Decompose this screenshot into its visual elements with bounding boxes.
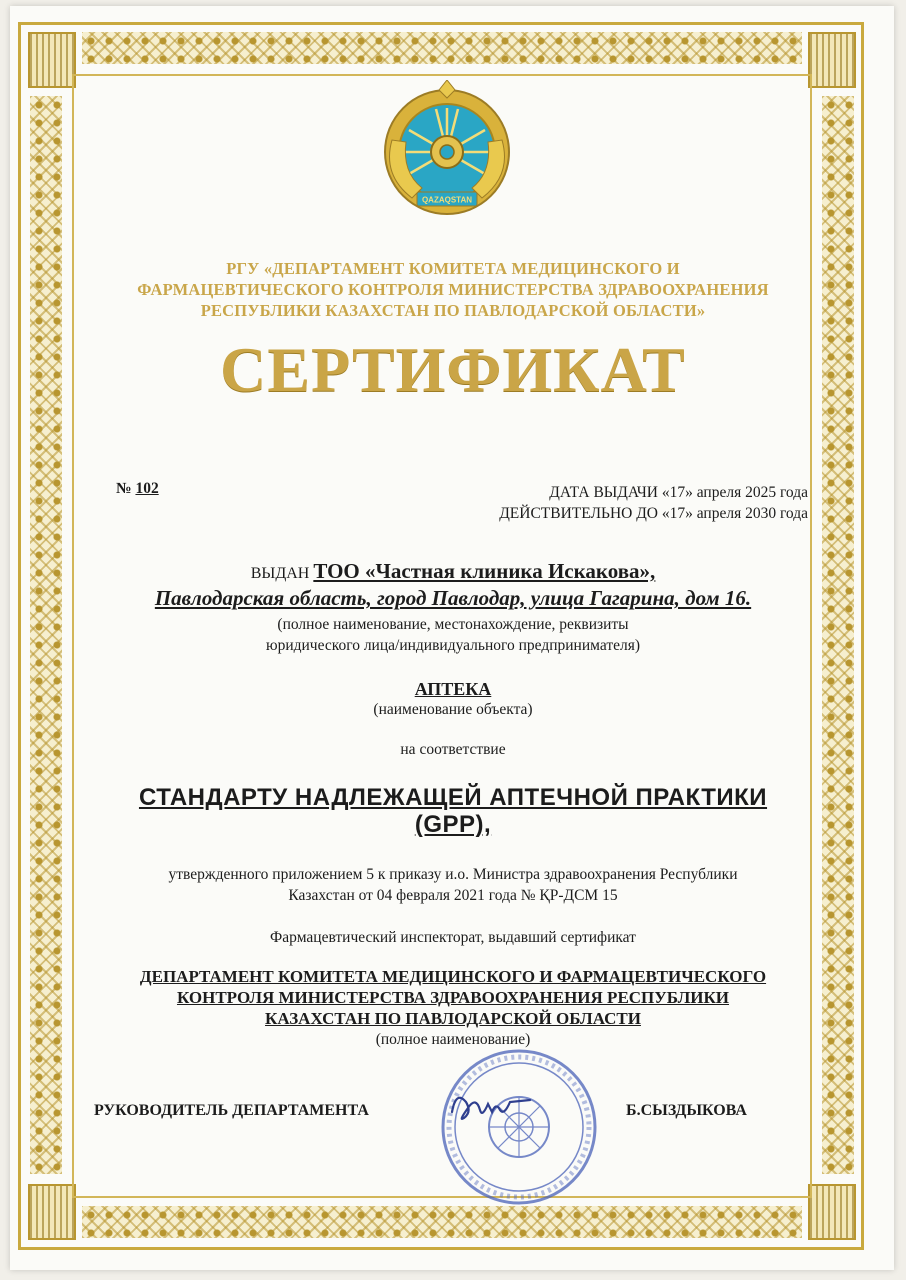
issued-label: ВЫДАН (250, 565, 310, 582)
holder-name: ТОО «Частная клиника Искакова», (313, 559, 656, 583)
signatory-position: РУКОВОДИТЕЛЬ ДЕПАРТАМЕНТА (94, 1102, 369, 1119)
handwritten-signature-icon (446, 1082, 536, 1132)
standard-approval (96, 864, 810, 906)
standard-line: (GPP), (414, 811, 492, 838)
corner-ornament-bottom-right (808, 1184, 856, 1240)
issuer-note: (полное наименование) (375, 1031, 531, 1048)
signatory-name: Б.СЫЗДЫКОВА (626, 1102, 747, 1119)
certificate-dates (330, 482, 808, 524)
holder-address: Павлодарская область, город Павлодар, улица Гагарина, дом 16. (154, 586, 752, 610)
holder-note (96, 614, 810, 656)
certificate-title: СЕРТИФИКАТ (220, 334, 686, 405)
kazakhstan-emblem-icon (372, 80, 522, 230)
object-note: (наименование объекта) (373, 701, 533, 718)
issuer-department (96, 966, 810, 1029)
corner-ornament-top-right (808, 32, 856, 88)
standard-line: СТАНДАРТУ НАДЛЕЖАЩЕЙ АПТЕЧНОЙ ПРАКТИКИ (138, 784, 768, 811)
dept-line: ДЕПАРТАМЕНТ КОМИТЕТА МЕДИЦИНСКОГО И ФАРМАЦЕВТИЧЕСКОГО (139, 967, 767, 986)
ornament-band-right (822, 96, 854, 1174)
issue-date: ДАТА ВЫДАЧИ «17» апреля 2025 года (549, 484, 808, 501)
issuing-organization (96, 258, 810, 321)
note-line: юридического лица/индивидуального предпринимателя) (265, 637, 641, 654)
issued-to-line (96, 558, 810, 587)
approval-line: Казахстан от 04 февраля 2021 года № ҚР-ДСМ 15 (288, 887, 618, 904)
ornament-band-top (82, 32, 802, 64)
emblem-text: QAZAQSTAN (421, 195, 473, 205)
org-line: ФАРМАЦЕВТИЧЕСКОГО КОНТРОЛЯ МИНИСТЕРСТВА ЗДРАВООХРАНЕНИЯ (137, 280, 769, 299)
ornament-band-left (30, 96, 62, 1174)
object-name: АПТЕКА (414, 679, 492, 699)
org-line: РГУ «ДЕПАРТАМЕНТ КОМИТЕТА МЕДИЦИНСКОГО И (226, 259, 680, 278)
corner-ornament-top-left (28, 32, 76, 88)
dept-line: КАЗАХСТАН ПО ПАВЛОДАРСКОЙ ОБЛАСТИ (265, 1009, 641, 1028)
number-value: 102 (135, 480, 159, 497)
conformity-label: на соответствие (400, 741, 506, 758)
valid-until-date: ДЕЙСТВИТЕЛЬНО ДО «17» апреля 2030 года (499, 505, 808, 522)
ornament-band-bottom (82, 1206, 802, 1238)
standard-name (96, 784, 810, 838)
certificate-number (116, 480, 159, 498)
note-line: (полное наименование, местонахождение, реквизиты (277, 616, 629, 633)
dept-line: КОНТРОЛЯ МИНИСТЕРСТВА ЗДРАВООХРАНЕНИЯ РЕСПУБЛИКИ (176, 988, 730, 1007)
inspectorate-label: Фармацевтический инспекторат, выдавший сертификат (270, 929, 636, 946)
corner-ornament-bottom-left (28, 1184, 76, 1240)
approval-line: утвержденного приложением 5 к приказу и.о. Министра здравоохранения Республики (168, 866, 738, 883)
number-label: № (116, 480, 132, 497)
org-line: РЕСПУБЛИКИ КАЗАХСТАН ПО ПАВЛОДАРСКОЙ ОБЛАСТИ» (200, 301, 706, 320)
